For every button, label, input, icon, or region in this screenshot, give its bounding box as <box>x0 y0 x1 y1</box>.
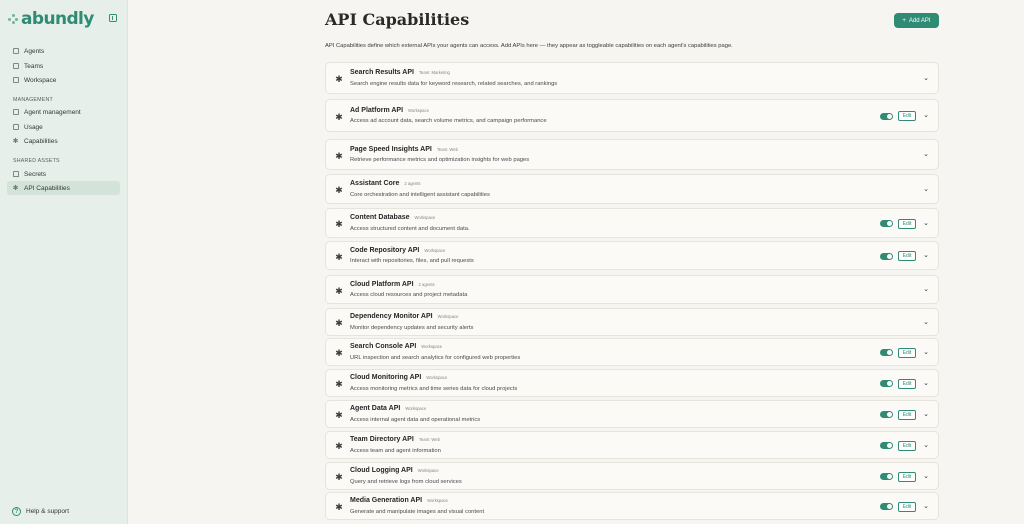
api-enabled-toggle[interactable] <box>880 380 893 387</box>
help-support-link[interactable] <box>12 507 69 516</box>
api-name <box>350 107 429 114</box>
api-icon: ✱ <box>335 185 343 195</box>
api-name-text: Assistant Core <box>350 180 400 187</box>
api-description: Access ad account data, search volume metrics, and campaign performance <box>350 118 547 124</box>
chevron-down-icon[interactable]: ⌄ <box>923 112 929 119</box>
section-label-shared-assets: SHARED ASSETS <box>13 158 60 164</box>
usage-icon <box>12 124 19 131</box>
api-description: Access team and agent information <box>350 447 441 454</box>
api-name <box>350 281 435 288</box>
sidebar-item-label: Secrets <box>24 170 47 178</box>
api-scope-tag: Workspace <box>414 215 436 220</box>
api-scope-tag: Workspace <box>424 247 446 253</box>
api-icon: ✱ <box>335 251 343 262</box>
api-scope-tag: Workspace <box>408 107 429 113</box>
api-icon: ✱ <box>335 472 343 482</box>
api-name-text: Agent Data API <box>350 405 401 412</box>
sidebar-item-usage[interactable] <box>7 120 120 134</box>
api-name-text: Cloud Logging API <box>350 467 413 474</box>
edit-button[interactable]: Edit <box>898 219 916 229</box>
api-name-text: Dependency Monitor API <box>350 313 433 320</box>
chevron-down-icon[interactable]: ⌄ <box>923 410 929 418</box>
chevron-down-icon[interactable]: ⌄ <box>923 151 929 158</box>
api-scope-tag: Workspace <box>426 375 448 380</box>
edit-button[interactable]: Edit <box>898 111 916 121</box>
api-card[interactable] <box>325 492 939 520</box>
api-description: Search engine results data for keyword research, related searches, and rankings <box>350 80 558 87</box>
api-name <box>350 374 447 381</box>
sidebar-item-label: API Capabilities <box>24 184 70 192</box>
chevron-down-icon[interactable]: ⌄ <box>923 286 929 293</box>
chevron-down-icon[interactable]: ⌄ <box>923 318 929 326</box>
api-description: Access monitoring metrics and time series data for cloud projects <box>350 385 518 392</box>
api-name <box>350 69 450 76</box>
api-name-text: Content Database <box>350 214 410 221</box>
api-description: Monitor dependency updates and security alerts <box>350 324 474 331</box>
chevron-down-icon[interactable]: ⌄ <box>923 379 929 387</box>
api-scope-tag: Team: Marketing <box>418 70 450 75</box>
api-name <box>350 214 435 221</box>
api-scope-tag: 2 agents <box>418 281 435 287</box>
sidebar-item-agents[interactable] <box>7 44 120 58</box>
api-description: Access cloud resources and project metadata <box>350 292 468 298</box>
edit-button[interactable]: Edit <box>898 251 916 261</box>
lock-icon <box>12 171 19 178</box>
api-name <box>350 180 420 187</box>
capabilities-icon: ✱ <box>12 138 19 145</box>
api-name <box>350 436 440 443</box>
logo[interactable] <box>8 9 94 29</box>
chevron-down-icon[interactable]: ⌄ <box>923 74 929 82</box>
sidebar-item-capabilities[interactable] <box>7 134 120 148</box>
sidebar-item-label: Agent management <box>24 108 81 116</box>
chevron-down-icon[interactable]: ⌄ <box>923 185 929 193</box>
api-name-text: Team Directory API <box>350 436 414 443</box>
api-description: Generate and manipulate images and visual content <box>350 508 485 515</box>
logo-mark-icon <box>8 14 18 24</box>
chevron-down-icon[interactable]: ⌄ <box>923 472 929 480</box>
api-scope-tag: Workspace <box>405 406 427 411</box>
api-name <box>350 247 445 254</box>
add-api-label: Add API <box>908 17 931 24</box>
api-description: URL inspection and search analytics for configured web properties <box>350 354 521 361</box>
api-scope-tag: 2 agents <box>404 181 421 186</box>
edit-button[interactable]: Edit <box>898 472 916 482</box>
api-card[interactable] <box>325 400 939 428</box>
agents-icon <box>12 48 19 55</box>
api-enabled-toggle[interactable] <box>880 411 893 418</box>
api-name-text: Media Generation API <box>350 497 423 504</box>
api-name <box>350 405 426 412</box>
section-label-management: MANAGEMENT <box>13 97 53 103</box>
edit-button[interactable]: Edit <box>898 348 916 358</box>
api-enabled-toggle[interactable] <box>880 220 893 227</box>
api-enabled-toggle[interactable] <box>880 442 893 449</box>
api-description: Access structured content and document data. <box>350 225 470 232</box>
api-enabled-toggle[interactable] <box>880 503 893 510</box>
api-description: Access internal agent data and operational metrics <box>350 416 481 423</box>
agent-management-icon <box>12 109 19 116</box>
api-name-text: Cloud Platform API <box>350 280 414 288</box>
api-card[interactable] <box>325 99 939 132</box>
logo-text: abundly <box>21 9 94 29</box>
api-scope-tag: Team: Web <box>436 146 458 152</box>
help-label: Help & support <box>26 508 69 515</box>
chevron-down-icon[interactable]: ⌄ <box>923 348 929 356</box>
edit-button[interactable]: Edit <box>898 441 916 451</box>
api-description: Interact with repositories, files, and pull requests <box>350 258 474 264</box>
chevron-down-icon[interactable]: ⌄ <box>923 441 929 449</box>
api-name-text: Search Console API <box>350 343 417 350</box>
sidebar-item-label: Usage <box>24 123 43 131</box>
workspace-icon <box>12 77 19 84</box>
add-api-button[interactable] <box>894 13 939 28</box>
api-card[interactable] <box>325 241 939 270</box>
api-icon: ✱ <box>335 318 343 328</box>
api-name <box>350 497 448 504</box>
api-icon: ✱ <box>12 185 19 192</box>
sidebar <box>0 0 128 524</box>
api-icon: ✱ <box>335 441 343 451</box>
api-icon: ✱ <box>335 285 343 296</box>
edit-button[interactable]: Edit <box>898 502 916 512</box>
api-card[interactable] <box>325 139 939 170</box>
api-name-text: Page Speed Insights API <box>350 145 432 153</box>
api-icon: ✱ <box>335 410 343 420</box>
api-scope-tag: Workspace <box>421 344 443 349</box>
sidebar-item-label: Teams <box>24 62 44 70</box>
api-icon: ✱ <box>335 150 343 161</box>
chevron-down-icon[interactable]: ⌄ <box>923 252 929 259</box>
page-title: API Capabilities <box>325 10 470 29</box>
chevron-down-icon[interactable]: ⌄ <box>923 502 929 510</box>
api-name <box>350 467 439 474</box>
api-scope-tag: Workspace <box>427 498 448 503</box>
api-icon: ✱ <box>335 502 343 512</box>
page-description: API Capabilities define which external APIs your agents can access. Add APIs here — they appear as toggleable capabilities on each agent's capabilities page. <box>325 43 733 49</box>
api-description: Retrieve performance metrics and optimization insights for web pages <box>350 157 530 163</box>
api-name <box>350 146 458 153</box>
api-icon: ✱ <box>335 74 343 84</box>
api-description: Query and retrieve logs from cloud services <box>350 478 462 485</box>
api-card[interactable] <box>325 369 939 397</box>
api-name <box>350 313 458 320</box>
api-card[interactable] <box>325 308 939 336</box>
chevron-down-icon[interactable]: ⌄ <box>923 219 929 227</box>
api-icon: ✱ <box>335 111 343 122</box>
api-enabled-toggle[interactable] <box>880 113 893 120</box>
api-name-text: Code Repository API <box>350 246 420 254</box>
api-icon: ✱ <box>335 219 343 229</box>
sidebar-item-secrets[interactable] <box>7 167 120 181</box>
edit-button[interactable]: Edit <box>898 379 916 389</box>
teams-icon <box>12 63 19 70</box>
api-card[interactable] <box>325 431 939 459</box>
api-scope-tag: Workspace <box>417 468 439 473</box>
api-scope-tag: Workspace <box>437 314 459 319</box>
help-icon: ? <box>12 507 21 516</box>
api-name-text: Search Results API <box>350 69 414 76</box>
api-card[interactable] <box>325 338 939 366</box>
edit-button[interactable]: Edit <box>898 410 916 420</box>
api-name-text: Ad Platform API <box>350 106 404 114</box>
api-icon: ✱ <box>335 379 343 389</box>
sidebar-item-label: Capabilities <box>24 137 58 145</box>
api-description: Core orchestration and intelligent assistant capabilities <box>350 191 490 198</box>
api-card[interactable] <box>325 275 939 304</box>
sidebar-item-api-capabilities[interactable] <box>7 181 120 195</box>
api-name <box>350 343 442 350</box>
api-card[interactable] <box>325 462 939 490</box>
api-icon: ✱ <box>335 348 343 358</box>
sidebar-collapse-icon[interactable] <box>109 14 117 22</box>
plus-icon: + <box>902 17 906 24</box>
api-card[interactable] <box>325 62 939 94</box>
api-card[interactable] <box>325 208 939 238</box>
sidebar-item-agent-management[interactable] <box>7 105 120 119</box>
sidebar-item-label: Workspace <box>24 76 57 84</box>
sidebar-item-workspace[interactable] <box>7 73 120 87</box>
api-enabled-toggle[interactable] <box>880 253 893 260</box>
api-name-text: Cloud Monitoring API <box>350 374 422 381</box>
api-scope-tag: Team: Web <box>418 437 440 442</box>
sidebar-item-label: Agents <box>24 47 45 55</box>
sidebar-item-teams[interactable] <box>7 59 120 73</box>
api-enabled-toggle[interactable] <box>880 473 893 480</box>
api-enabled-toggle[interactable] <box>880 349 893 356</box>
api-card[interactable] <box>325 174 939 204</box>
